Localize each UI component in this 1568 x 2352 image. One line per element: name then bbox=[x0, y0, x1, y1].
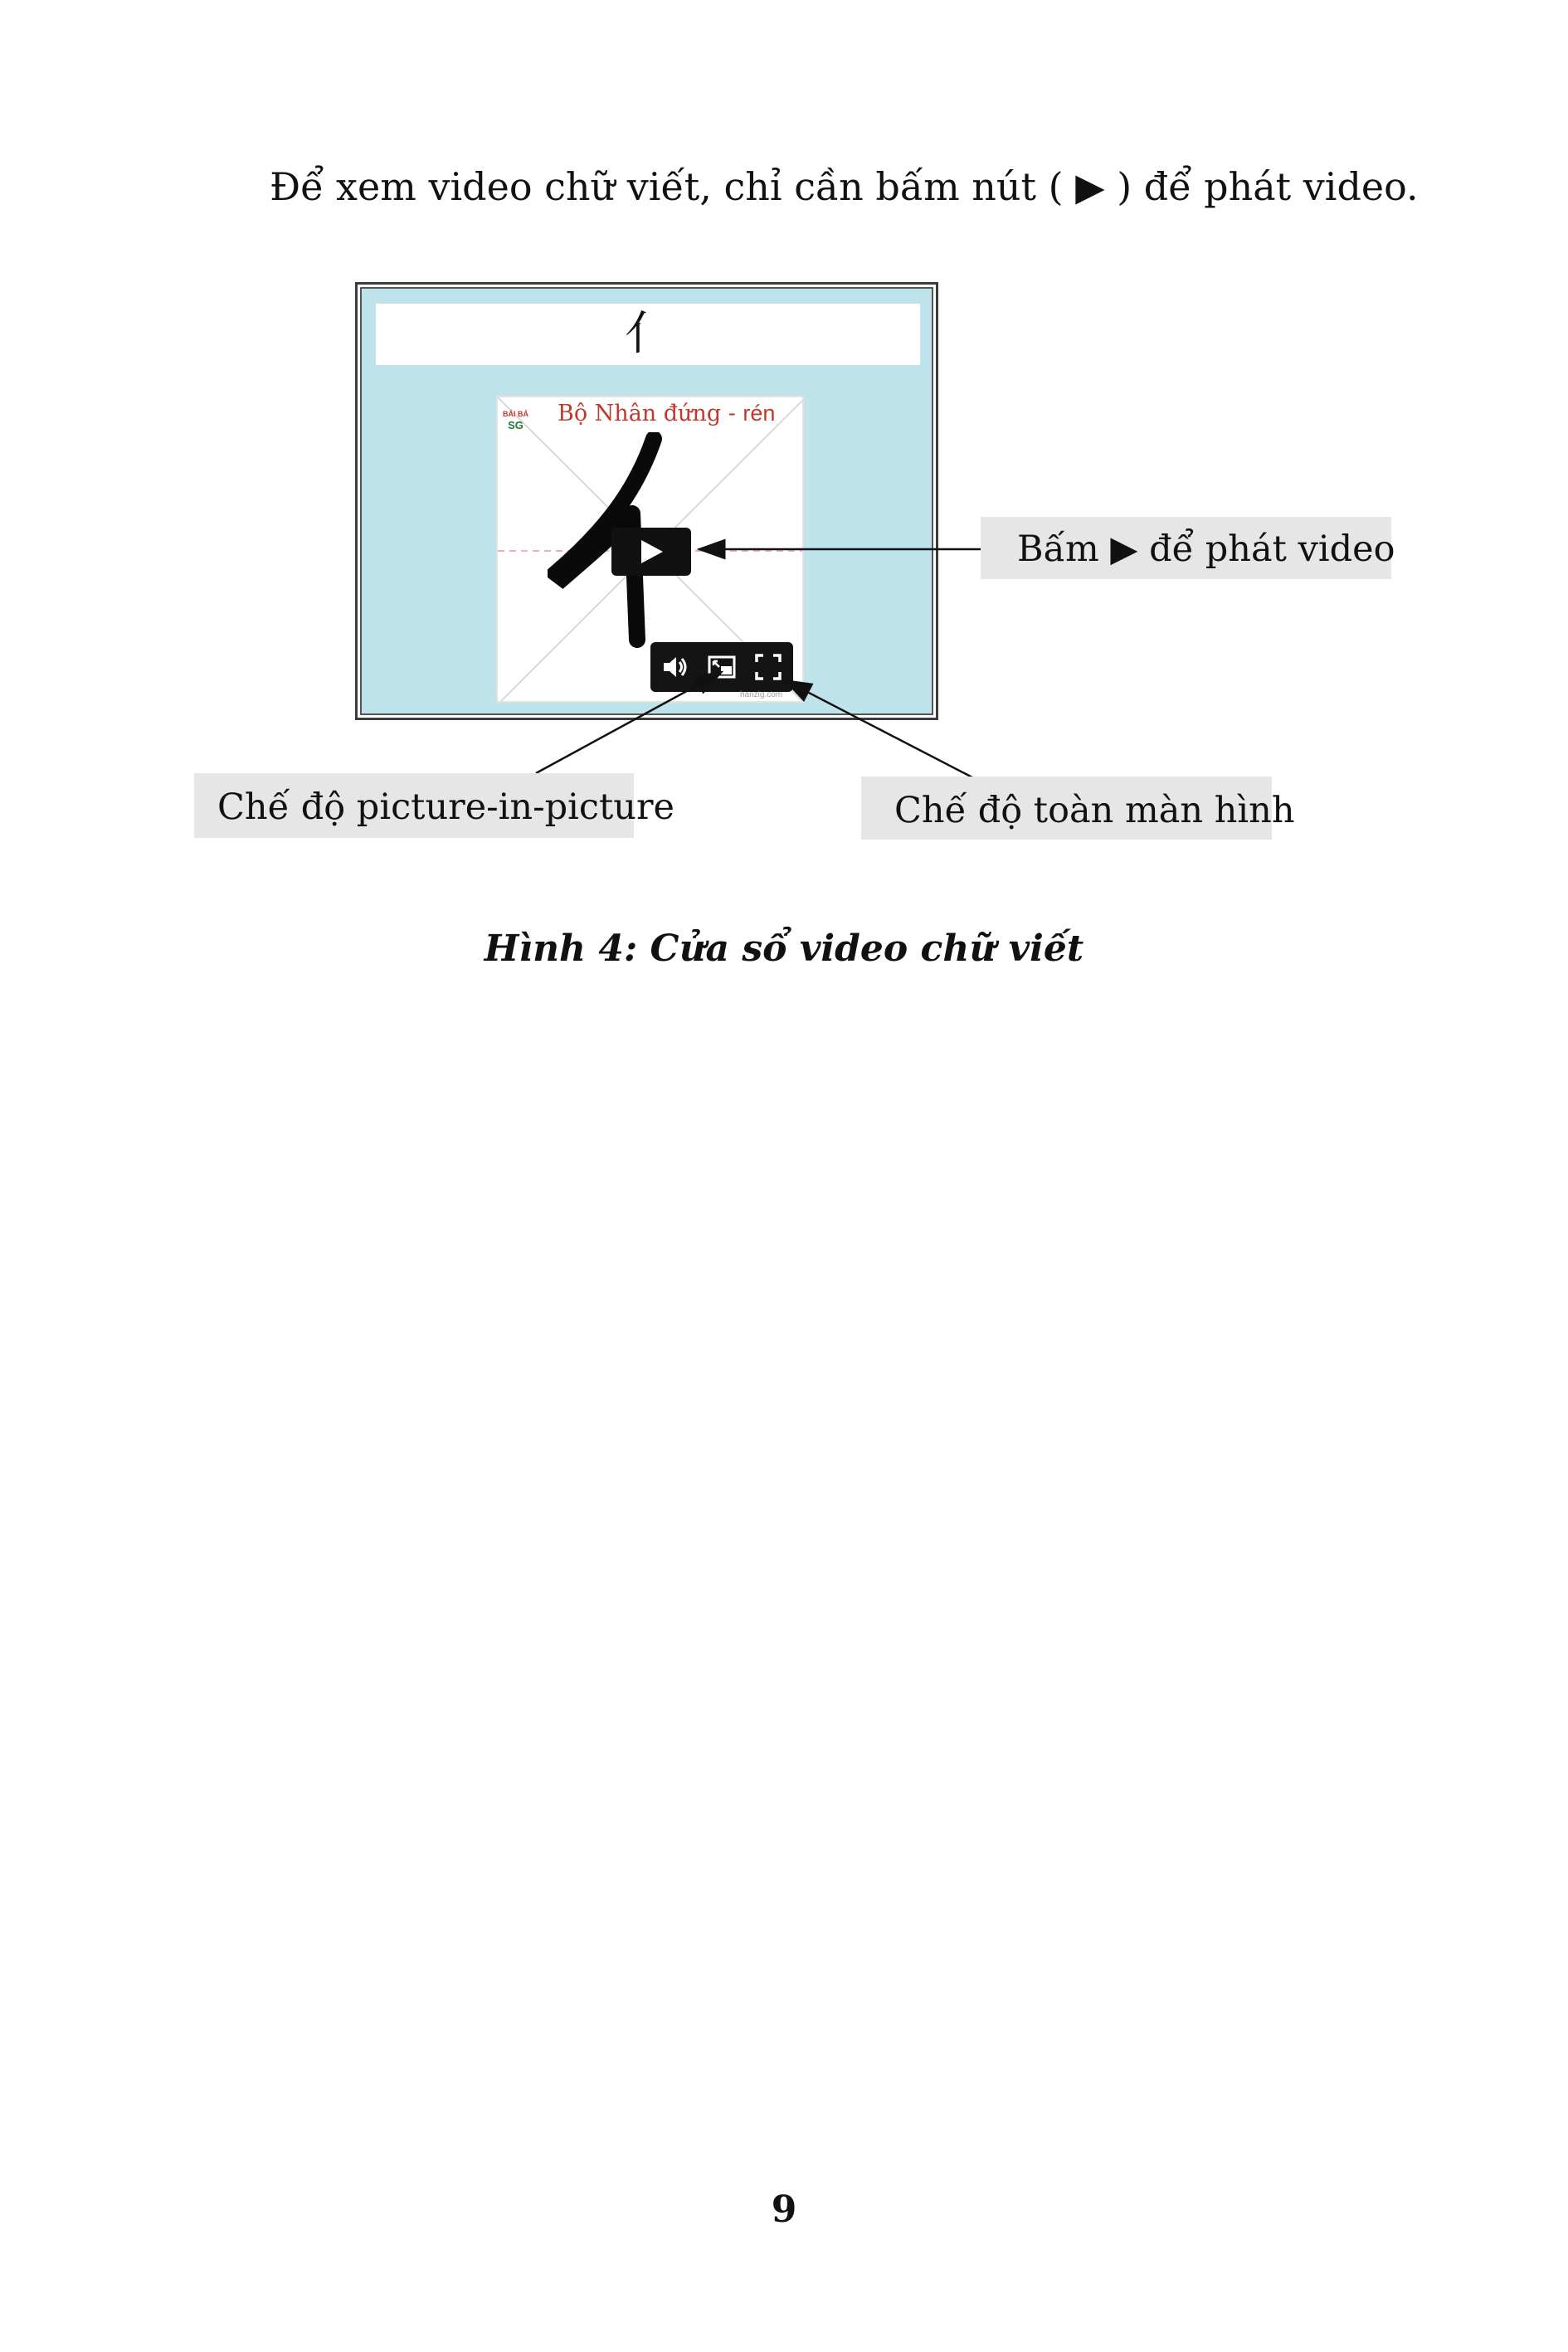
pip-callout-arrow bbox=[536, 672, 722, 773]
fullscreen-callout-arrow bbox=[785, 680, 972, 777]
video-title-pinyin: rén bbox=[743, 401, 776, 426]
banner-character: 亻 bbox=[625, 307, 671, 361]
video-title-main: Bộ Nhân đứng - bbox=[558, 401, 743, 426]
figure-caption: Hình 4: Cửa sổ video chữ viết bbox=[484, 928, 1084, 970]
page-number: 9 bbox=[771, 2189, 797, 2231]
intro-paragraph: Để xem video chữ viết, chỉ cần bấm nút ( ▶ ) để phát video. bbox=[270, 164, 1419, 209]
pip-callout-label: Chế độ picture-in-picture bbox=[194, 773, 634, 838]
fullscreen-callout-label: Chế độ toàn màn hình bbox=[861, 777, 1272, 840]
video-watermark: hanzig.com bbox=[740, 690, 783, 699]
publisher-logo: BÁI BÁ SG bbox=[503, 410, 528, 431]
play-callout-label: Bấm ▶ để phát video bbox=[981, 517, 1391, 579]
